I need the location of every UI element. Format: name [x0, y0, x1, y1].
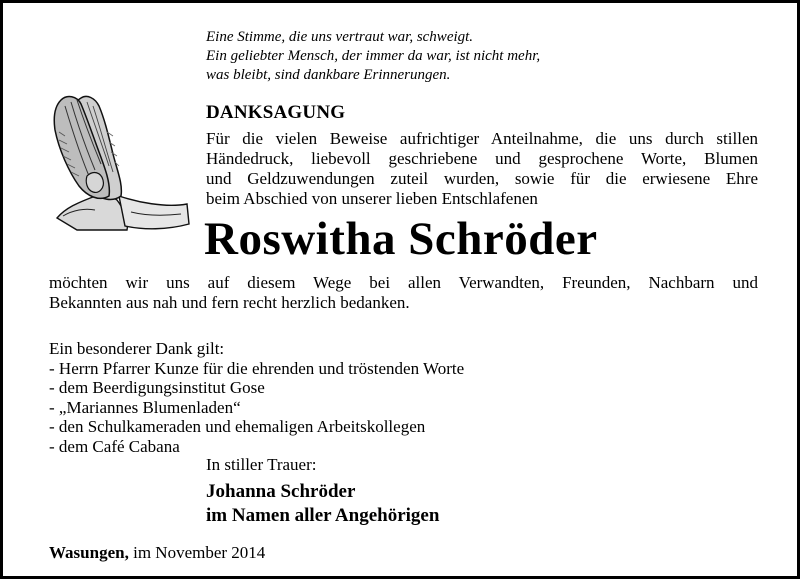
praying-hands-icon	[47, 92, 193, 232]
poem-line: Eine Stimme, die uns vertraut war, schweigt.	[206, 29, 474, 45]
thanks-text	[49, 273, 758, 313]
intro-line: Für die vielen Beweise aufrichtiger Anteilnahme, die uns durch stillen	[206, 129, 758, 148]
intro-line: Händedruck, liebevoll geschriebene und gesprochene Worte, Blumen	[206, 149, 758, 168]
signers	[206, 480, 439, 528]
intro-line: und Geldzuwendungen zuteil wurden, sowie für die erwiesene Ehre	[206, 169, 758, 188]
poem-line: was bleibt, sind dankbare Erinnerungen.	[206, 67, 451, 83]
list-item: - den Schulkameraden und ehemaligen Arbeitskollegen	[49, 417, 426, 437]
list-item: - Herrn Pfarrer Kunze für die ehrenden und tröstenden Worte	[49, 358, 465, 378]
heading-danksagung: DANKSAGUNG	[206, 102, 346, 123]
thanks-line: möchten wir uns auf diesem Wege bei allen Verwandten, Freunden, Nachbarn und	[49, 273, 758, 292]
thanks-line: Bekannten aus nah und fern recht herzlich bedanken.	[49, 293, 410, 312]
list-item: - dem Beerdigungsinstitut Gose	[49, 378, 265, 398]
signer-name: Johanna Schröder	[206, 481, 356, 502]
poem-line: Ein geliebter Mensch, der immer da war, ist nicht mehr,	[206, 48, 541, 64]
list-item: - „Mariannes Blumenladen“	[49, 397, 241, 417]
poem	[206, 28, 540, 85]
date: im November 2014	[133, 543, 266, 562]
special-thanks-label: Ein besonderer Dank gilt:	[49, 339, 225, 358]
deceased-name: Roswitha Schröder	[204, 213, 598, 265]
mourning-label: In stiller Trauer:	[206, 455, 317, 474]
signer-note: im Namen aller Angehörigen	[206, 505, 440, 526]
intro-line: beim Abschied von unserer lieben Entschlafenen	[206, 189, 538, 208]
special-thanks	[49, 339, 464, 457]
intro-text	[206, 129, 758, 209]
list-item: - dem Café Cabana	[49, 436, 180, 456]
place-date	[49, 543, 265, 563]
place: Wasungen,	[49, 543, 129, 562]
